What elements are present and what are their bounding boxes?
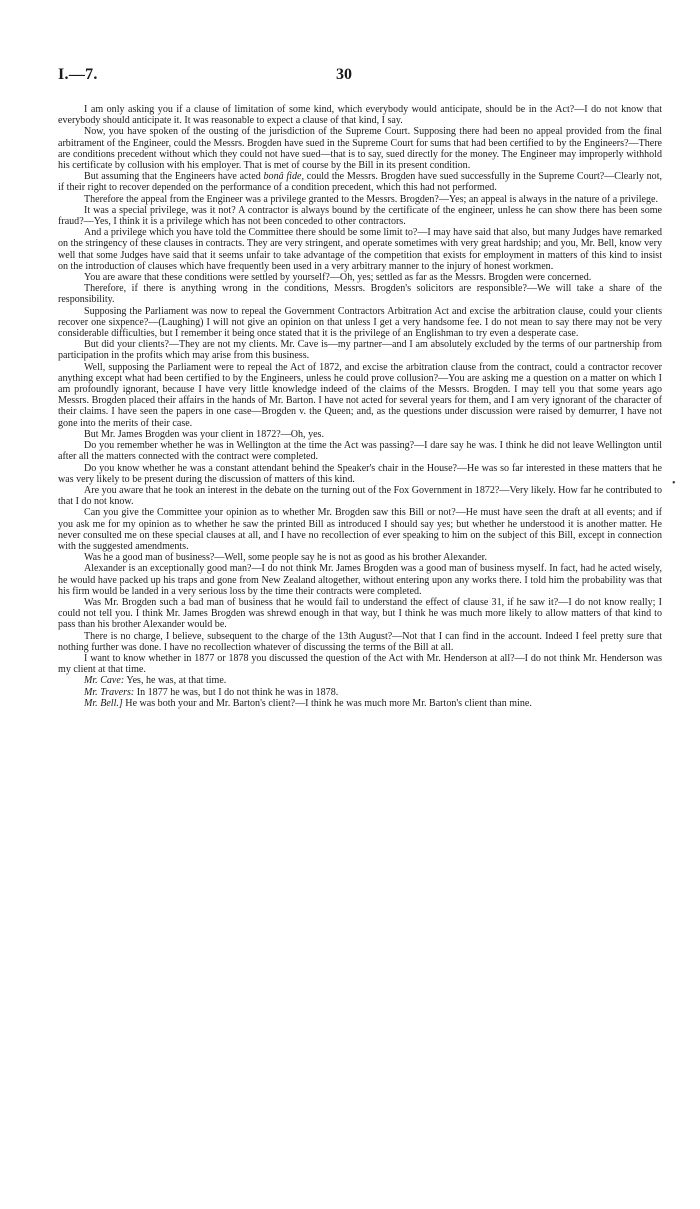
paragraph-text: Yes, he was, at that time.: [124, 675, 227, 687]
paragraph: [58, 698, 662, 709]
paragraph-text: He was both your and Mr. Barton's client?—I think he was much more Mr. Barton's client than mine.: [122, 697, 532, 709]
paragraph: But Mr. James Brogden was your client in 1872?—Oh, yes.: [84, 428, 324, 440]
paragraph: I am only asking you if a clause of limitation of some kind, which everybody would anticipate, should be in the Act?—I do not know that everybody should anticipate it. It was reasonable to expect a clause of that kind, I say.: [58, 104, 662, 127]
paragraph: [58, 675, 662, 686]
document-id: I.—7.: [58, 66, 98, 83]
paragraph: [58, 687, 662, 698]
paragraph: Well, supposing the Parliament were to repeal the Act of 1872, and excise the arbitration clause from the contract, could a contractor recover anything except what had been certified to by the Engineers, unless he could prove collusion?—You are asking me a question on a matter on which I am profoundly ignorant, because I have very little knowledge indeed of the claims of the Messrs. Brogden. I may tell you that some years ago Messrs. Brogden placed their affairs in the hands of Mr. Barton. I have not acted for several years for them, and I am very ignorant of the character of their claims. I have seen the papers in one case—Brogden v. the Queen; and, as the questions under discussion were raised by demurrer, I have not gone into the merits of their case.: [58, 361, 662, 429]
paragraph-text: But assuming that the Engineers have acted: [84, 171, 264, 183]
paragraph: Therefore the appeal from the Engineer was a privilege granted to the Messrs. Brogden?—Yes; an appeal is always in the nature of a privilege.: [84, 193, 658, 205]
paragraph-italic: bonâ fide: [263, 171, 302, 183]
paragraph: Was Mr. Brogden such a bad man of business that he would fail to understand the effect of clause 31, if he saw it?—I do not know really; I could not tell you. I think Mr. James Brogden was shrewd enough in that way, but I think he was much more likely to allow matters of that kind to pass than his brother Alexander would be.: [58, 596, 662, 631]
paragraph: There is no charge, I believe, subsequent to the charge of the 13th August?—Not that I can find in the account. Indeed I feel pretty sure that nothing further was done. I have no recollection whatever of discussing the terms of the Bill at all.: [58, 630, 662, 653]
paragraph: Alexander is an exceptionally good man?—I do not think Mr. James Brogden was a good man of business myself. In fact, had he acted wisely, he would have packed up his traps and gone from New Zealand altogether, without entering upon any works there. I told him the probability was that his firm would be landed in a very serious loss by the time their contracts were completed.: [58, 563, 662, 597]
paragraph: [58, 171, 662, 193]
paragraph: Was he a good man of business?—Well, some people say he is not as good as his brother Alexander.: [84, 552, 487, 564]
margin-mark: •: [672, 478, 676, 489]
speaker-name: Mr. Cave:: [84, 675, 125, 687]
paragraph-text: , could the Messrs. Brogden have sued successfully in the Supreme Court?—Clearly not, if their right to recover depended on the performance of a condition precedent, which this had not performed.: [58, 171, 662, 194]
body-text: [58, 104, 662, 709]
paragraph: But did your clients?—They are not my clients. Mr. Cave is—my partner—and I am absolutely excluded by the terms of our partnership from participation in the profits which may arise from this business.: [58, 339, 662, 362]
paragraph: Do you remember whether he was in Wellington at the time the Act was passing?—I dare say he was. I think he did not leave Wellington until after all the matters connected with the contract were completed.: [58, 440, 662, 463]
paragraph: Now, you have spoken of the ousting of the jurisdiction of the Supreme Court. Supposing there had been no appeal provided from the final arbitrament of the Engineer, could the Messrs. Brogden have sued in the Supreme Court for sums that had been certified to by the Engineers?—There are conditions precedent without which they could not have sued—that is to say, sued directly for the money. The Engineer may improperly withhold his certificate by collusion with his employer. That is met of course by the Bill in its present condition.: [58, 126, 662, 172]
page-header: [58, 66, 658, 88]
speaker-name: Mr. Bell.]: [84, 697, 123, 709]
paragraph-text: In 1877 he was, but I do not think he was in 1878.: [134, 686, 339, 698]
paragraph: I want to know whether in 1877 or 1878 you discussed the question of the Act with Mr. Henderson at all?—I do not think Mr. Henderson was my client at that time.: [58, 652, 662, 676]
speaker-name: Mr. Travers:: [84, 686, 135, 698]
paragraph: Supposing the Parliament was now to repeal the Government Contractors Arbitration Act and excise the arbitration clause, could your clients recover one sixpence?—(Laughing) I will not give an opinion on that unless I get a very handsome fee. I do not mean to say there may not be very considerable difficulties, but I remember it being once stated that it is the privilege of an Englishman to try even a desperate case.: [58, 305, 662, 340]
paragraph: You are aware that these conditions were settled by yourself?—Oh, yes; settled as far as the Messrs. Brogden were concerned.: [84, 272, 592, 284]
paragraph: Therefore, if there is anything wrong in the conditions, Messrs. Brogden's solicitors are responsible?—We will take a share of the responsibility.: [58, 283, 662, 306]
paragraph: Do you know whether he was a constant attendant behind the Speaker's chair in the House?—He was so far interested in these matters that he was very likely to be present during the discussion of matters of this kind.: [58, 462, 662, 485]
paragraph: Can you give the Committee your opinion as to whether Mr. Brogden saw this Bill or not?—He must have seen the draft at all events; and if you ask me for my opinion as to whether he saw the printed Bill as introduced I should say yes; but whether he understood it is another matter. He never consulted me on these special clauses at all, and I have no recollection of ever speaking to him on the subject of this Bill, except in connection with the suggested amendments.: [58, 507, 662, 552]
paragraph: And a privilege which you have told the Committee there should be some limit to?—I may have said that also, but many Judges have remarked on the stringency of these clauses in contracts. They are very stringent, and operate sometimes with very great hardship; and you, Mr. Bell, know very well that some Judges have said that it seems unfair to take advantage of the competition that exists for employment in matters of this kind to insist on the introduction of clauses which have frequently been used in a very arbitrary manner to the injury of honest workmen.: [58, 227, 662, 272]
paragraph: It was a special privilege, was it not? A contractor is always bound by the certificate of the engineer, unless he can show there has been some fraud?—Yes, I think it is a privilege which has not been conceded to other contractors.: [58, 204, 662, 228]
page-number: 30: [336, 66, 352, 83]
paragraph: Are you aware that he took an interest in the debate on the turning out of the Fox Government in 1872?—Very likely. How far he contributed to that I do not know.: [58, 484, 662, 508]
